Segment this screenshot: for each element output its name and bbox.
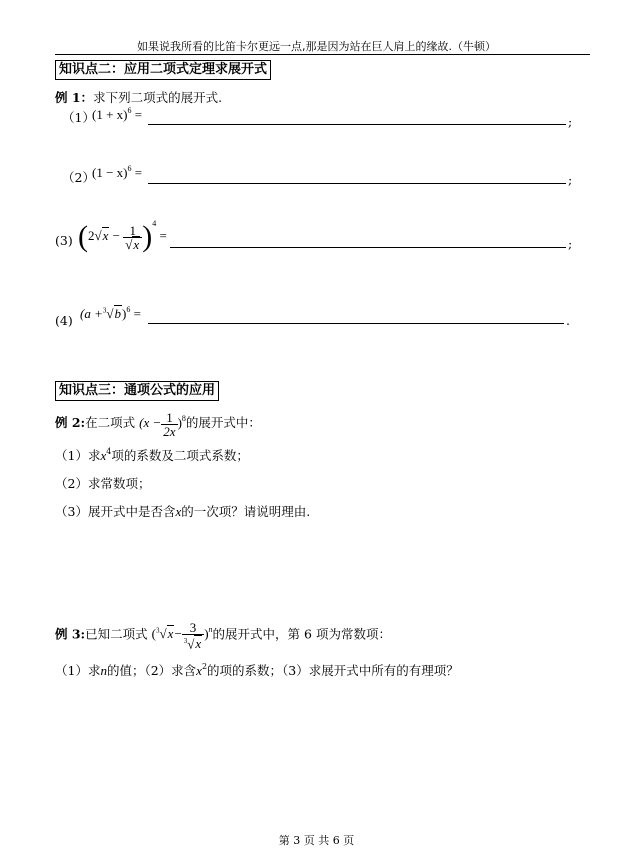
- item2-eq: =: [134, 165, 143, 180]
- example3-q-x-exp: 2: [201, 662, 208, 671]
- example2-expr-open: (x −: [139, 415, 162, 430]
- example1-text: 求下列二项式的展开式.: [93, 90, 223, 105]
- example3-frac-den: $^3$√x: [183, 636, 202, 651]
- example2-question2: （2）求常数项；: [55, 476, 151, 491]
- item3-end: ;: [568, 236, 573, 251]
- item4-expression: [80, 306, 141, 322]
- item4-end: .: [566, 313, 570, 328]
- item4-rad: b: [114, 306, 121, 321]
- item3-frac-num: 1: [123, 224, 142, 238]
- example3-expr-close: ): [204, 626, 209, 642]
- item2-exp: 6: [127, 164, 132, 173]
- item3-fraction: [123, 224, 142, 251]
- item3-rad: x: [102, 227, 109, 243]
- item4-eq: =: [133, 306, 141, 321]
- item3-frac-den: √x: [125, 236, 140, 252]
- header-quote: 如果说我所看的比笛卡尔更远一点,那是因为站在巨人肩上的缘故.（牛顿）: [137, 40, 496, 53]
- example2-exp: 8: [181, 414, 186, 423]
- item1-eq: =: [134, 107, 143, 122]
- item3-frac-rad: x: [133, 236, 140, 252]
- example3-frac-rad: x: [195, 636, 202, 651]
- section2-title: 知识点二：应用二项式定理求展开式: [55, 60, 271, 80]
- item4-root-sign: √: [106, 306, 114, 321]
- example3-prompt: [55, 615, 391, 652]
- item4-root-index: 3: [102, 306, 107, 315]
- item3-close-paren: ): [142, 220, 153, 253]
- item2-base: (1 − x): [92, 165, 128, 180]
- example2-expr-close: ): [177, 415, 182, 430]
- example2-q1-exp: 4: [106, 447, 112, 456]
- example2-prompt: [55, 408, 261, 440]
- item3-answer-line[interactable]: [170, 247, 566, 248]
- example3-q-n: n: [100, 663, 107, 678]
- item4-answer-line[interactable]: [148, 323, 564, 324]
- example2-prompt-pre: 在二项式: [85, 415, 136, 430]
- header-rule: [55, 54, 590, 55]
- item2-answer-line[interactable]: [148, 183, 566, 184]
- item3-eq: =: [159, 227, 167, 243]
- example2-prompt-post: 的展开式中：: [185, 415, 261, 430]
- item1-exp: 6: [127, 106, 132, 115]
- item3-coef: 2: [88, 227, 95, 243]
- example2-frac-num: 1: [161, 411, 177, 425]
- item4-exp: 6: [126, 305, 131, 314]
- example2-expression: [139, 409, 186, 439]
- example3-q-x: x: [196, 663, 202, 678]
- example3-fraction: [182, 621, 204, 650]
- item3-open-paren: (: [78, 220, 88, 253]
- example2-q3-post: 的一次项？请说明理由.: [181, 504, 311, 519]
- example3-q-part2: 的值；（2）求含: [106, 663, 197, 678]
- example2-frac-den: 2x: [163, 423, 176, 439]
- example3-prompt-pre: 已知二项式: [85, 626, 148, 642]
- example1-prompt: [55, 90, 222, 106]
- item2-expression: [92, 165, 142, 181]
- example3-rad: x: [167, 626, 174, 642]
- item1-number: （1）: [62, 110, 95, 125]
- item4-number: (4): [55, 313, 73, 328]
- item4-base-open: (a +: [80, 306, 103, 321]
- item3-minus: −: [112, 227, 121, 243]
- item1-base: (1 + x): [92, 107, 128, 122]
- item1-end: ;: [568, 114, 573, 129]
- example2-q3-pre: （3）展开式中是否含: [55, 504, 176, 519]
- example2-question3: [55, 504, 310, 520]
- item2-number: （2）: [62, 170, 95, 185]
- example3-frac-num: 3: [182, 621, 204, 635]
- example1-label: 例 1：: [55, 90, 94, 105]
- item3-number: (3): [55, 233, 73, 248]
- item3-exp: 4: [152, 218, 157, 228]
- example3-root-index: 3: [156, 627, 160, 635]
- item2-end: ;: [568, 172, 573, 187]
- item3-expression: [78, 218, 167, 253]
- example3-minus: −: [174, 626, 182, 642]
- item4-base-close: ): [122, 306, 127, 321]
- example3-q-part1: （1）求: [55, 663, 101, 678]
- example2-fraction: [161, 411, 177, 438]
- example3-questions: [55, 663, 459, 681]
- example3-expression: [151, 619, 213, 651]
- example2-q1-post: 项的系数及二项式系数；: [111, 448, 249, 463]
- example3-frac-root-index: 3: [183, 636, 188, 645]
- example2-label: 例 2:: [55, 415, 86, 430]
- item3-sqrt-sign: √: [94, 227, 102, 243]
- example3-label: 例 3:: [55, 626, 86, 642]
- example3-q-part3: 的项的系数；（3）求展开式中所有的有理项？: [207, 663, 459, 678]
- example2-q3-var: x: [175, 504, 182, 519]
- example3-exp: n: [208, 625, 213, 635]
- example2-q1-var: x: [100, 448, 107, 463]
- example2-q1-pre: （1）求: [55, 448, 101, 463]
- example3-expr-open: (: [151, 626, 157, 642]
- example3-prompt-post: 的展开式中，第 6 项为常数项：: [212, 626, 391, 642]
- page-number: 第 3 页 共 6 页: [278, 834, 355, 847]
- item1-answer-line[interactable]: [148, 124, 566, 125]
- example2-question1: [55, 448, 249, 466]
- item1-expression: [92, 107, 142, 123]
- section3-title: 知识点三：通项公式的应用: [55, 381, 219, 401]
- example3-root-sign: √: [159, 626, 167, 642]
